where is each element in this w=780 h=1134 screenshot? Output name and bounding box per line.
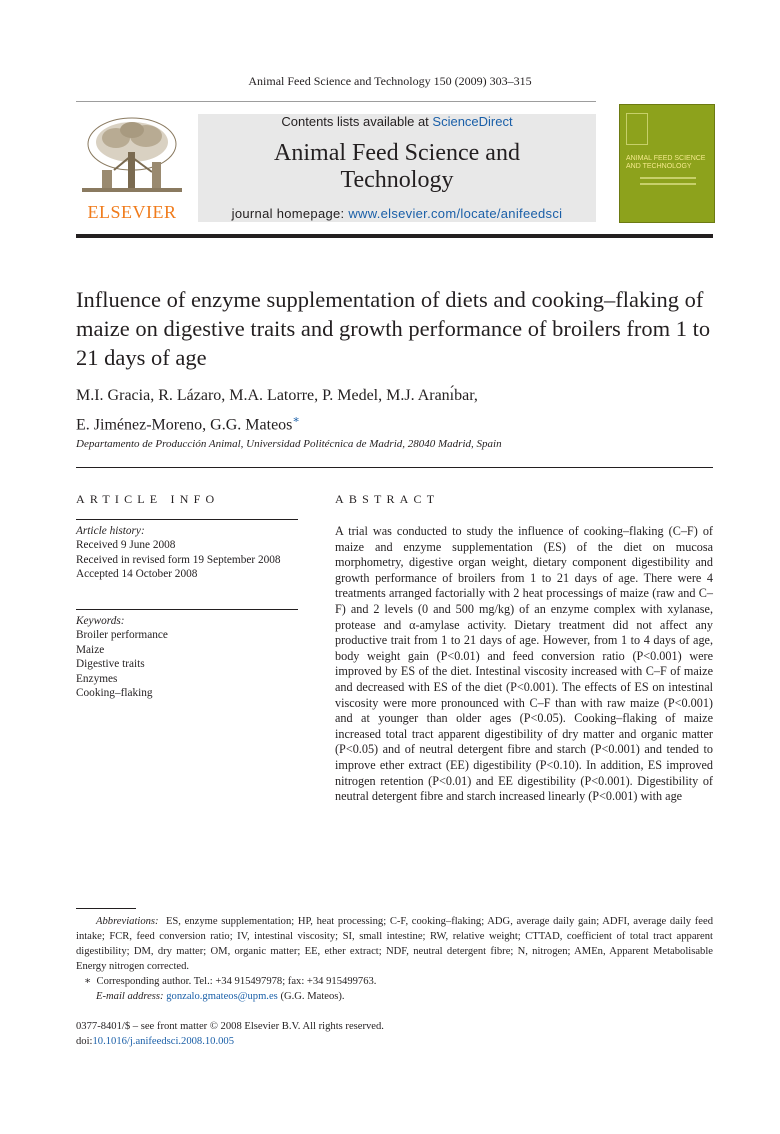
article-title: Influence of enzyme supplementation of diets and cooking–flaking of maize on digestive traits and growth performance of broilers from 1 to 21 days of age [76, 287, 711, 370]
affiliation: Departamento de Producción Animal, Universidad Politécnica de Madrid, 28040 Madrid, Spain [76, 438, 502, 450]
abstract-heading: ABSTRACT [335, 492, 440, 506]
corresponding-author-mark[interactable]: ∗ [292, 414, 300, 426]
keyword-item: Digestive traits [76, 658, 145, 671]
abstract-body: A trial was conducted to study the influence of cooking–flaking (C–F) of maize and enzyme supplementation (ES) of the diet on mucosa morphometry, digestive organ weight, dietary component digestibility and growth performance of broilers from 1 to 21 days of age. There were 4 treatments arranged factorially with 2 heat processings of maize (raw and C–F) and 2 levels (0 and 500 mg/kg) of an enzyme complex with xylanase, protease and α-amylase activity. Dietary treatment did not affect any productive trait from 1 to 21 days of age. However, from 1 to 4 days of age, body weight gain (P<0.01) and feed conversion ratio (P<0.001) were improved by ES of the diet. Intestinal viscosity increased with C–F of maize and decreased with ES of the diet (P<0.001). The effects of ES on intestinal viscosity were more pronounced with C–F than with raw maize (P<0.001) and at younger than older ages (P<0.05). Cooking–flaking of maize increased total tract apparent digestibility of dry matter and organic matter (P<0.05) and of neutral detergent fibre and starch (P<0.001) and tended to improve ether extract (EE) digestibility (P<0.10). In addition, ES improved nitrogen retention (P<0.01) and EE digestibility (P<0.001). Digestibility of neutral detergent fibre and starch increased linearly (P<0.001) with age [335, 524, 713, 804]
journal-cover [619, 104, 715, 223]
history-accepted: Accepted 14 October 2008 [76, 568, 198, 581]
article-info-heading: ARTICLE INFO [76, 492, 220, 506]
masthead-divider [76, 234, 713, 238]
article-history [76, 524, 298, 582]
header-divider [76, 101, 596, 102]
authors-line-1: M.I. Gracia, R. Lázaro, M.A. Latorre, P. Medel, M.J. Aranı́bar, [76, 387, 478, 404]
homepage-link[interactable]: www.elsevier.com/locate/anifeedsci [348, 206, 563, 221]
email-link[interactable]: gonzalo.gmateos@upm.es [166, 991, 278, 1002]
publisher-logo-text: ELSEVIER [87, 202, 177, 222]
keyword-item: Cooking–flaking [76, 687, 153, 700]
cover-title: ANIMAL FEED SCIENCE AND TECHNOLOGY [626, 155, 706, 170]
doi-link[interactable]: 10.1016/j.anifeedsci.2008.10.005 [92, 1036, 235, 1047]
email-label: E-mail address: [96, 991, 164, 1002]
homepage-prefix: journal homepage: [231, 206, 349, 221]
footnotes [76, 914, 713, 1004]
keywords-label: Keywords: [76, 615, 125, 627]
journal-masthead [198, 114, 596, 222]
article-info-divider [76, 519, 298, 520]
cover-divider [640, 177, 696, 179]
footnote-divider [76, 908, 136, 909]
cover-divider [640, 183, 696, 185]
copyright-block [76, 1019, 713, 1049]
history-revised: Received in revised form 19 September 2008 [76, 553, 281, 566]
cover-emblem-icon [626, 113, 648, 145]
abbreviations-text: ES, enzyme supplementation; HP, heat processing; C-F, cooking–flaking; ADG, average daily gain; ADFI, average daily feed intake; FCR, feed conversion ratio; IV, intestinal viscosity; SI, small intestine; RW, relative weight; CTTAD, coefficient of total tract apparent digestibility; DM, dry matter; OM, organic matter; EE, ether extract; NDF, neutral detergent fibre; N, nitrogen; AMEn, Apparent Metabolisable Energy nitrogen corrected. [76, 916, 714, 972]
contents-line [198, 114, 596, 129]
history-received: Received 9 June 2008 [76, 539, 176, 552]
abbreviations-label: Abbreviations: [96, 916, 159, 927]
journal-title: Animal Feed Science and Technology [274, 140, 520, 193]
homepage-line [198, 206, 596, 221]
history-label: Article history: [76, 525, 145, 537]
journal-reference: Animal Feed Science and Technology 150 (2009) 303–315 [248, 74, 532, 88]
keyword-item: Maize [76, 643, 105, 656]
doi-prefix: doi: [76, 1036, 93, 1047]
email-suffix: (G.G. Mateos). [277, 991, 345, 1002]
keywords-divider [76, 609, 298, 610]
keywords [76, 614, 298, 700]
author-list [76, 384, 713, 437]
section-divider [76, 467, 713, 468]
sciencedirect-link[interactable]: ScienceDirect [432, 114, 513, 129]
authors-line-2: E. Jiménez-Moreno, G.G. Mateos [76, 416, 293, 434]
elsevier-logo [76, 112, 188, 222]
corresponding-mark: ∗ [84, 976, 92, 987]
contents-prefix: Contents lists available at [281, 114, 433, 129]
copyright-line: 0377-8401/$ – see front matter © 2008 Elsevier B.V. All rights reserved. [76, 1021, 384, 1032]
corresponding-author-note: Corresponding author. Tel.: +34 915497978; fax: +34 915499763. [96, 976, 377, 987]
keyword-item: Enzymes [76, 672, 118, 685]
keyword-item: Broiler performance [76, 629, 168, 642]
